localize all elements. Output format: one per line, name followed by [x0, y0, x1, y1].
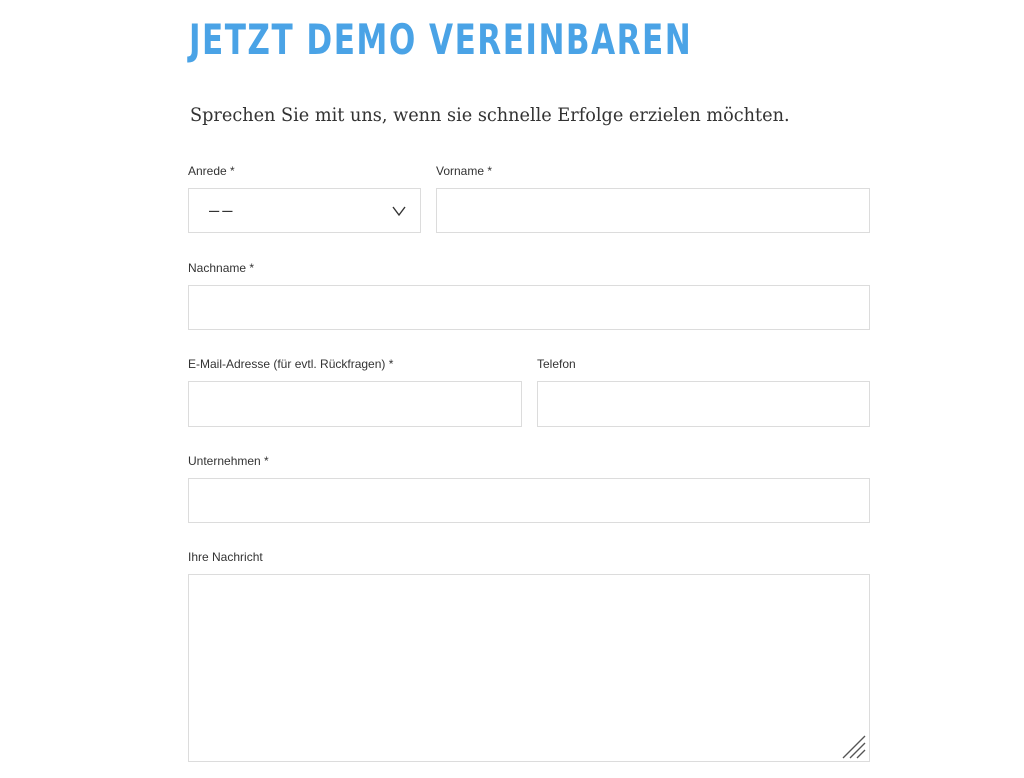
- nachname-input[interactable]: [188, 285, 870, 330]
- telefon-input[interactable]: [537, 381, 870, 427]
- unternehmen-label: Unternehmen *: [188, 454, 269, 468]
- nachname-label: Nachname *: [188, 261, 255, 275]
- anrede-select[interactable]: [188, 188, 421, 233]
- email-label: E-Mail-Adresse (für evtl. Rückfragen) *: [188, 357, 394, 371]
- vorname-input[interactable]: [436, 188, 870, 233]
- nachricht-label: Ihre Nachricht: [188, 550, 263, 564]
- nachricht-textarea[interactable]: [188, 574, 870, 762]
- anrede-selected-value: ––: [209, 200, 236, 221]
- page-title: JETZT DEMO VEREINBAREN: [189, 15, 693, 64]
- unternehmen-input[interactable]: [188, 478, 870, 523]
- email-input[interactable]: [188, 381, 522, 427]
- vorname-label: Vorname *: [436, 164, 493, 178]
- anrede-label: Anrede *: [188, 164, 235, 178]
- resize-handle-icon[interactable]: [841, 734, 867, 760]
- chevron-down-icon: [392, 205, 406, 217]
- intro-text: Sprechen Sie mit uns, wenn sie schnelle Erfolge erzielen möchten.: [190, 104, 790, 126]
- telefon-label: Telefon: [537, 357, 576, 371]
